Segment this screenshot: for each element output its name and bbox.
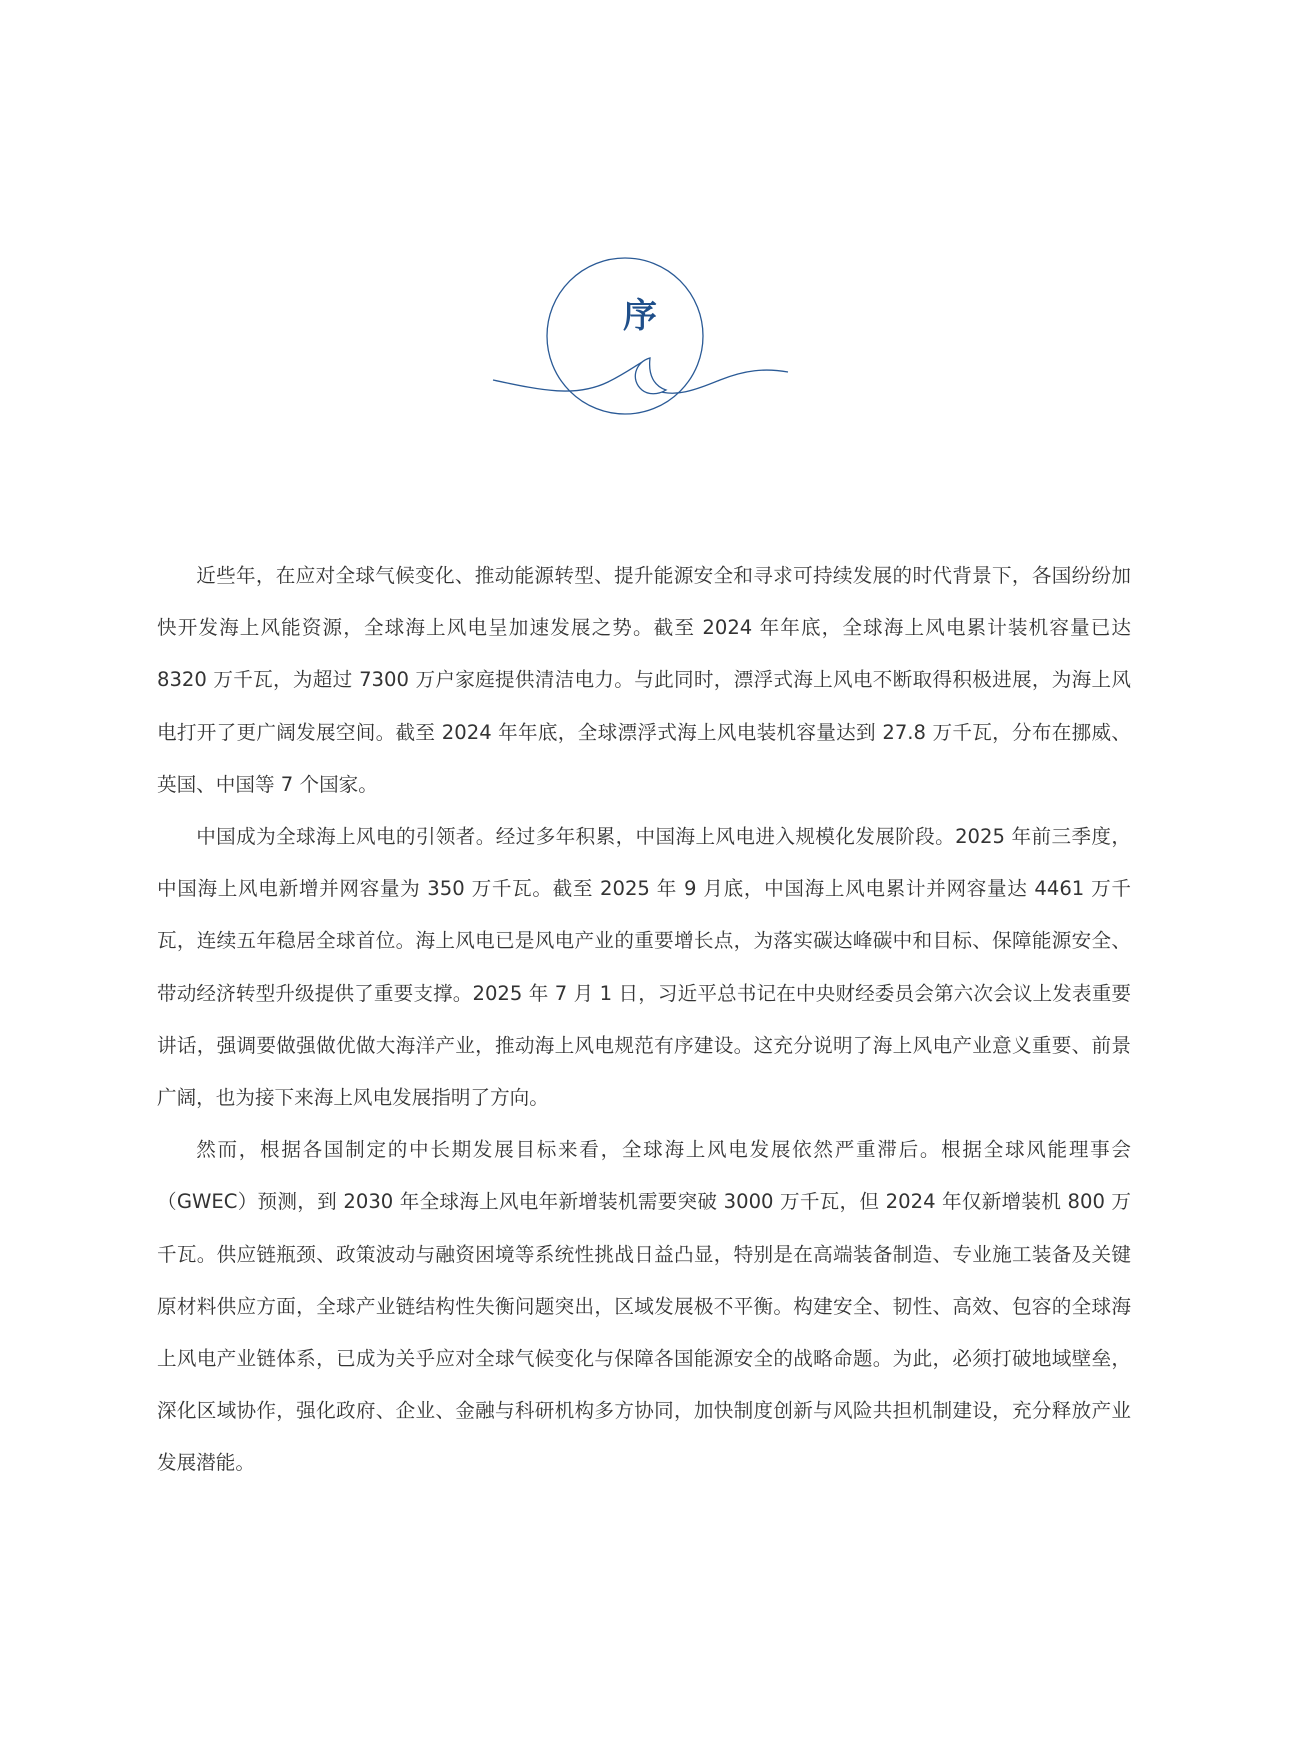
preface-body — [157, 550, 1131, 1490]
paragraph-2: 中国成为全球海上风电的引领者。经过多年积累，中国海上风电进入规模化发展阶段。2025 年前三季度，中国海上风电新增并网容量为 350 万千瓦。截至 2025 年 9 月底，中国海上风电累计并网容量达 4461 万千瓦，连续五年稳居全球首位。海上风电已是风电产业的重要增长点，为落实碳达峰碳中和目标、保障能源安全、带动经济转型升级提供了重要支撑。2025 年 7 月 1 日，习近平总书记在中央财经委员会第六次会议上发表重要讲话，强调要做强做优做大海洋产业，推动海上风电规范有序建设。这充分说明了海上风电产业意义重要、前景广阔，也为接下来海上风电发展指明了方向。 — [157, 825, 1131, 1110]
circle-wave-icon — [490, 258, 790, 448]
paragraph-1: 近些年，在应对全球气候变化、推动能源转型、提升能源安全和寻求可持续发展的时代背景下，各国纷纷加快开发海上风能资源，全球海上风电呈加速发展之势。截至 2024 年年底，全球海上风电累计装机容量已达 8320 万千瓦，为超过 7300 万户家庭提供清洁电力。与此同时，漂浮式海上风电不断取得积极进展，为海上风电打开了更广阔发展空间。截至 2024 年年底，全球漂浮式海上风电装机容量达到 27.8 万千瓦，分布在挪威、英国、中国等 7 个国家。 — [157, 564, 1131, 796]
preface-emblem — [490, 258, 790, 448]
page-title: 序 — [623, 296, 657, 336]
paragraph-3: 然而，根据各国制定的中长期发展目标来看，全球海上风电发展依然严重滞后。根据全球风能理事会（GWEC）预测，到 2030 年全球海上风电年新增装机需要突破 3000 万千瓦，但 2024 年仅新增装机 800 万千瓦。供应链瓶颈、政策波动与融资困境等系统性挑战日益凸显，特别是在高端装备制造、专业施工装备及关键原材料供应方面，全球产业链结构性失衡问题突出，区域发展极不平衡。构建安全、韧性、高效、包容的全球海上风电产业链体系，已成为关乎应对全球气候变化与保障各国能源安全的战略命题。为此，必须打破地域壁垒，深化区域协作，强化政府、企业、金融与科研机构多方协同，加快制度创新与风险共担机制建设，充分释放产业发展潜能。 — [157, 1138, 1131, 1475]
